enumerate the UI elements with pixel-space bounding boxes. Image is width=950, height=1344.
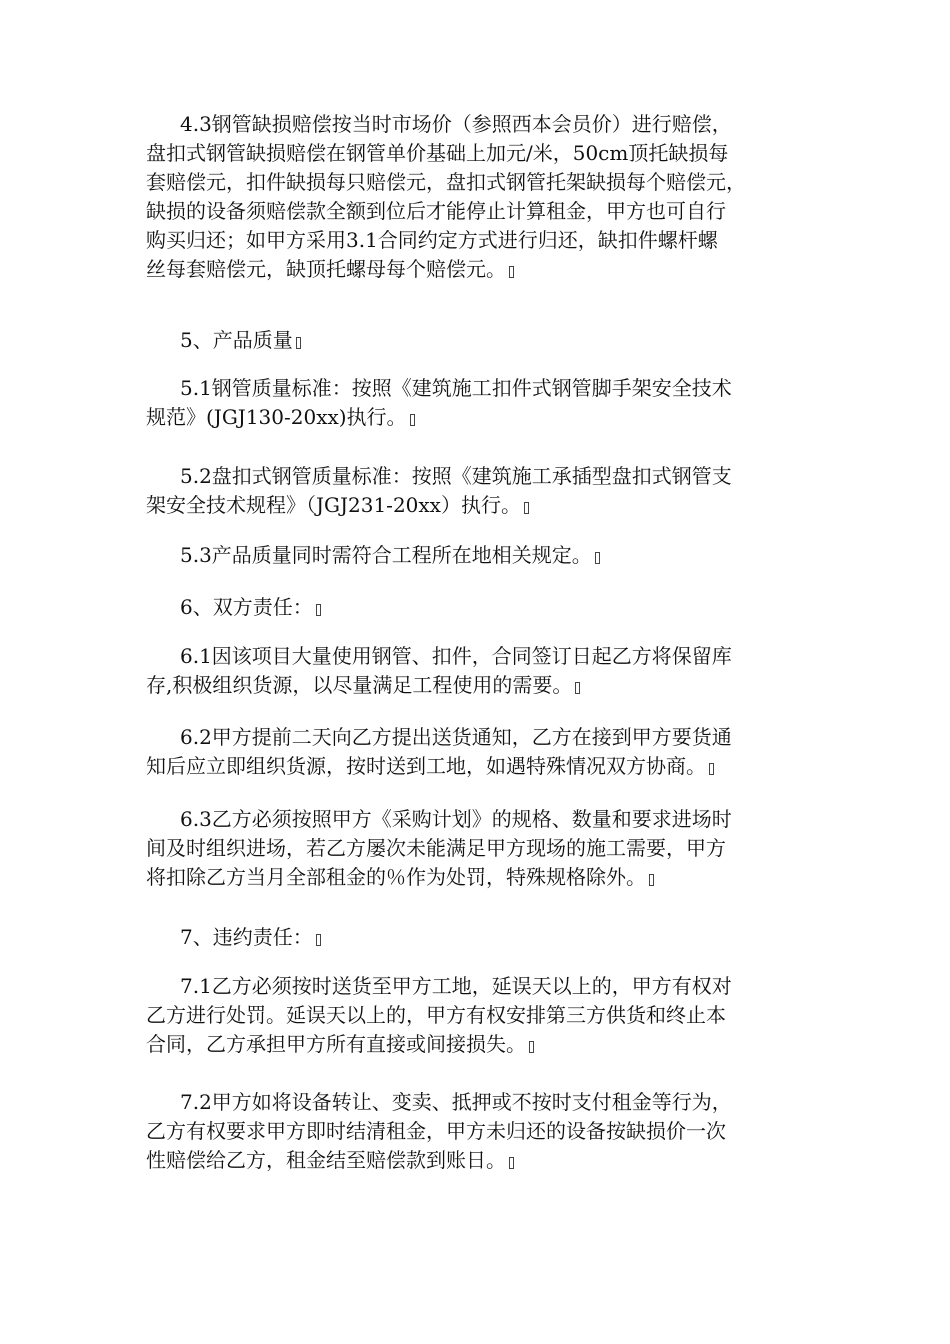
heading-7 [146, 923, 806, 952]
text-line-content: 将扣除乙方当月全部租金的％作为处罚，特殊规格除外。 [146, 865, 646, 889]
text-line: 6.3乙方必须按照甲方《采购计划》的规格、数量和要求进场时 [180, 807, 732, 831]
text-line [146, 491, 806, 520]
text-line: 乙方进行处罚。延误天以上的，甲方有权安排第三方供货和终止本 [146, 1003, 726, 1027]
text-line: 套赔偿元，扣件缺损每只赔偿元，盘扣式钢管托架缺损每个赔偿元， [146, 170, 746, 194]
paragraph-mark-icon [509, 1157, 514, 1169]
text-line: 间及时组织进场，若乙方屡次未能满足甲方现场的施工需要，甲方 [146, 836, 726, 860]
text-line [146, 752, 806, 781]
text-line [146, 541, 806, 570]
text-line: 7.2甲方如将设备转让、变卖、抵押或不按时支付租金等行为， [180, 1090, 732, 1114]
text-line: 6.2甲方提前二天向乙方提出送货通知，乙方在接到甲方要货通 [180, 725, 732, 749]
clause-4-3 [146, 110, 806, 284]
text-line: 7.1乙方必须按时送货至甲方工地，延误天以上的，甲方有权对 [180, 974, 732, 998]
paragraph-mark-icon [410, 414, 415, 426]
paragraph-mark-icon [316, 934, 321, 946]
text-line [146, 1030, 806, 1059]
paragraph-mark-icon [524, 502, 529, 514]
text-line-content: 性赔偿给乙方，租金结至赔偿款到账日。 [146, 1148, 506, 1172]
text-line-content: 5、产品质量 [180, 328, 293, 352]
clause-6-1 [146, 642, 806, 700]
text-line [146, 403, 806, 432]
text-line: 乙方有权要求甲方即时结清租金，甲方未归还的设备按缺损价一次 [146, 1119, 726, 1143]
text-line: 缺损的设备须赔偿款全额到位后才能停止计算租金，甲方也可自行 [146, 199, 726, 223]
text-line: 6.1因该项目大量使用钢管、扣件，合同签订日起乙方将保留库 [180, 644, 732, 668]
text-line [146, 671, 806, 700]
paragraph-mark-icon [529, 1041, 534, 1053]
text-line [146, 255, 806, 284]
heading-5 [146, 326, 806, 355]
paragraph-mark-icon [595, 552, 600, 564]
text-line: 5.2盘扣式钢管质量标准：按照《建筑施工承插型盘扣式钢管支 [180, 464, 732, 488]
text-line-content: 5.3产品质量同时需符合工程所在地相关规定。 [180, 543, 592, 567]
paragraph-mark-icon [575, 682, 580, 694]
text-line-content: 丝每套赔偿元，缺顶托螺母每个赔偿元。 [146, 257, 506, 281]
clause-5-1 [146, 374, 806, 432]
heading-6 [146, 593, 806, 622]
paragraph-mark-icon [316, 604, 321, 616]
text-line [146, 593, 806, 622]
clause-5-3 [146, 541, 806, 570]
text-line [146, 863, 806, 892]
clause-6-2 [146, 723, 806, 781]
paragraph-mark-icon [649, 874, 654, 886]
clause-5-2 [146, 462, 806, 520]
paragraph-mark-icon [709, 763, 714, 775]
text-line-content: 合同，乙方承担甲方所有直接或间接损失。 [146, 1032, 526, 1056]
text-line-content: 规范》(JGJ130-20xx)执行。 [146, 405, 407, 429]
text-line-content: 存,积极组织货源，以尽量满足工程使用的需要。 [146, 673, 573, 697]
paragraph-mark-icon [509, 266, 514, 278]
paragraph-mark-icon [296, 337, 301, 349]
text-line-content: 知后应立即组织货源，按时送到工地，如遇特殊情况双方协商。 [146, 754, 706, 778]
text-line: 购买归还；如甲方采用3.1合同约定方式进行归还，缺扣件螺杆螺 [146, 228, 718, 252]
text-line-content: 架安全技术规程》（JGJ231-20xx）执行。 [146, 493, 521, 517]
clause-7-2 [146, 1088, 806, 1175]
clause-7-1 [146, 972, 806, 1059]
clause-6-3 [146, 805, 806, 892]
text-line: 5.1钢管质量标准：按照《建筑施工扣件式钢管脚手架安全技术 [180, 376, 732, 400]
text-line [146, 326, 806, 355]
text-line [146, 923, 806, 952]
text-line-content: 7、违约责任： [180, 925, 313, 949]
text-line [146, 1146, 806, 1175]
text-line: 盘扣式钢管缺损赔偿在钢管单价基础上加元/米，50cm顶托缺损每 [146, 141, 729, 165]
text-line-content: 6、双方责任： [180, 595, 313, 619]
text-line: 4.3钢管缺损赔偿按当时市场价（参照西本会员价）进行赔偿， [180, 112, 732, 136]
